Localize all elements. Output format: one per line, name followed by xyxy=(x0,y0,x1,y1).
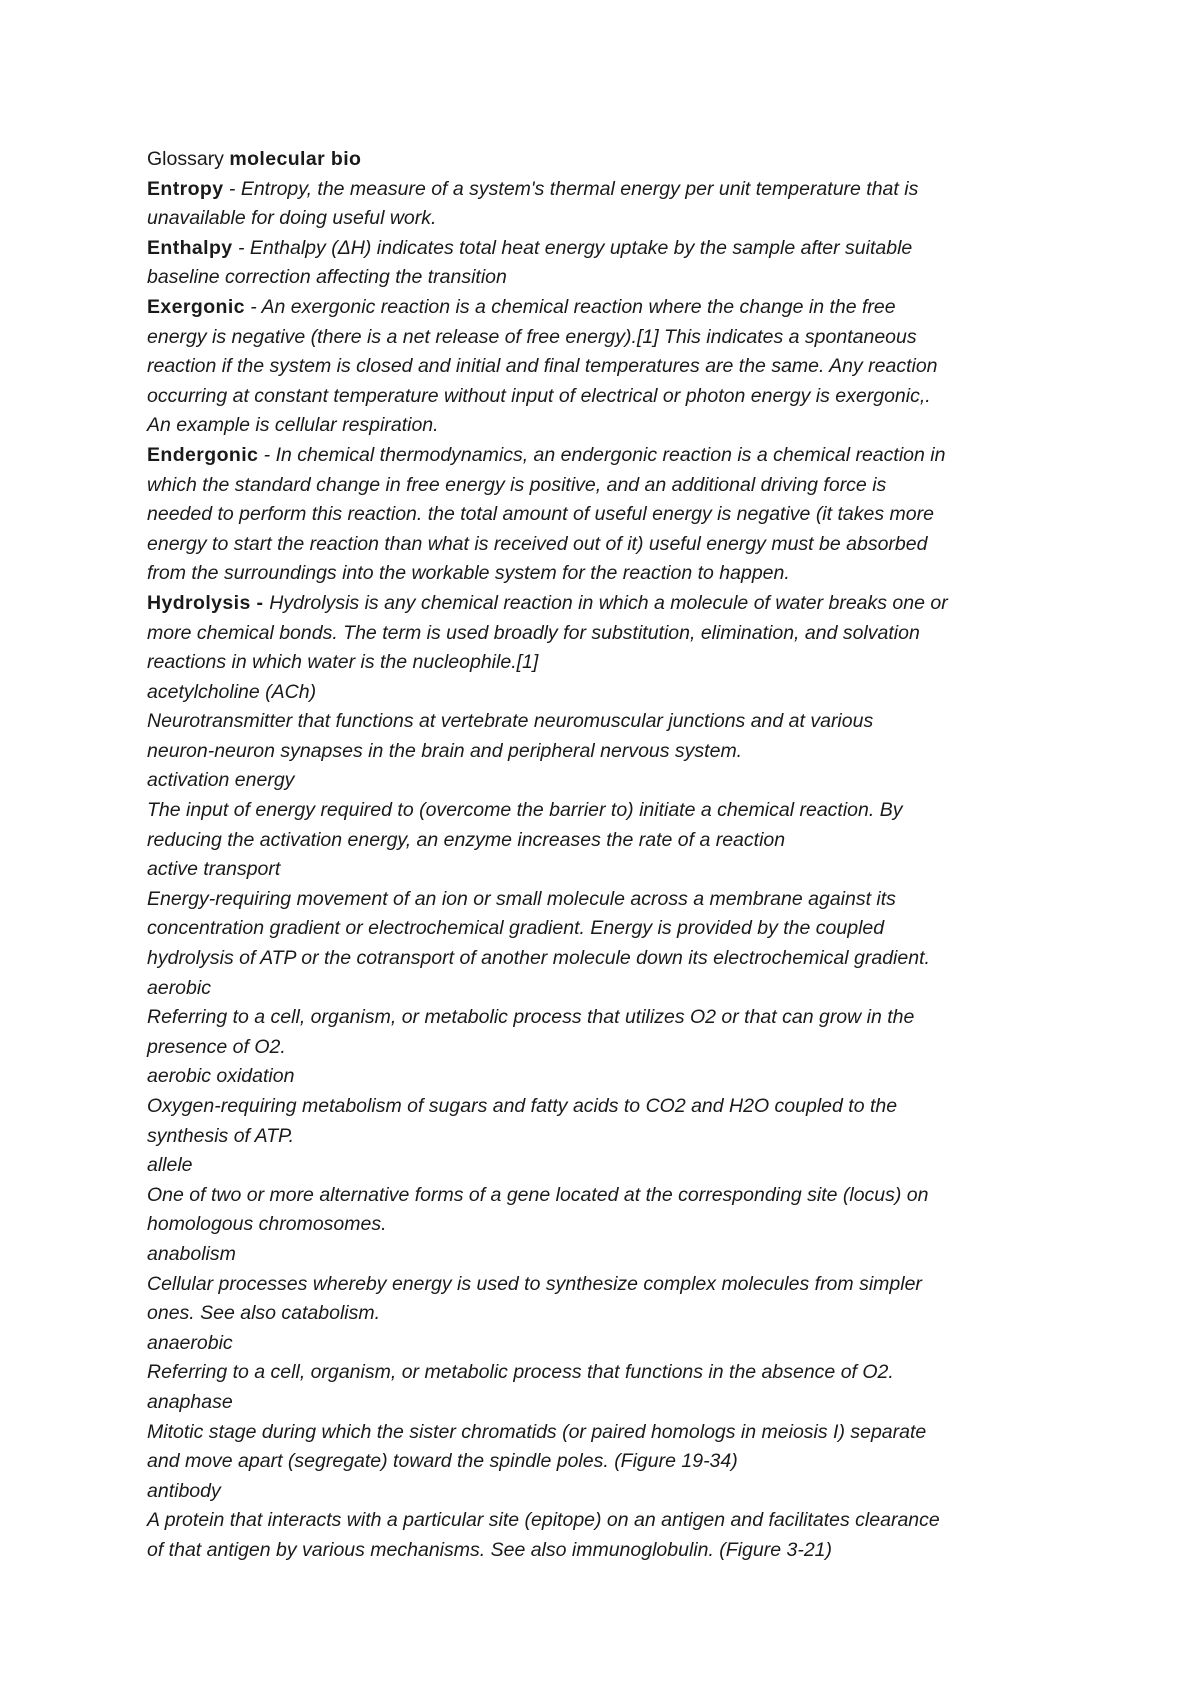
glossary-definition: reducing the activation energy, an enzyme increases the rate of a reaction xyxy=(147,828,786,851)
entry-text: An exergonic reaction is a chemical reaction where the change in the free xyxy=(261,295,896,318)
page-title xyxy=(147,145,1077,175)
glossary-definition: Oxygen-requiring metabolism of sugars and fatty acids to CO2 and H2O coupled to the xyxy=(147,1095,898,1117)
entry-text: reactions in which water is the nucleophile.[1] xyxy=(147,651,539,674)
entry-separator: - xyxy=(223,177,241,200)
glossary-item-allele xyxy=(147,1151,1077,1240)
glossary-term: anaphase xyxy=(147,1390,233,1413)
glossary-definition: hydrolysis of ATP or the cotransport of another molecule down its electrochemical gradient. xyxy=(147,947,930,970)
entry-term: Hydrolysis xyxy=(147,591,251,614)
glossary-term: anaerobic xyxy=(147,1331,233,1354)
entry-term: Entropy xyxy=(147,177,224,200)
glossary-definition: Referring to a cell, organism, or metabolic process that functions in the absence of O2. xyxy=(147,1361,894,1384)
entry-separator: - xyxy=(250,591,270,614)
entry-text: which the standard change in free energy is positive, and an additional driving force is xyxy=(147,473,887,496)
glossary-definition: homologous chromosomes. xyxy=(147,1213,387,1236)
glossary-item-anaphase xyxy=(147,1388,1077,1477)
entry-text: more chemical bonds. The term is used broadly for substitution, elimination, and solvation xyxy=(147,621,920,644)
glossary-term: active transport xyxy=(147,858,281,881)
entry-text: Entropy, the measure of a system's thermal energy per unit temperature that is xyxy=(240,177,919,200)
glossary-definition: Referring to a cell, organism, or metabolic process that utilizes O2 or that can grow in the xyxy=(147,1006,915,1029)
entry-text: occurring at constant temperature without input of electrical or photon energy is exergonic,. xyxy=(147,384,931,407)
entry-text: Hydrolysis is any chemical reaction in which a molecule of water breaks one or xyxy=(269,591,948,614)
glossary-definition: One of two or more alternative forms of a gene located at the corresponding site (locus) on xyxy=(147,1183,929,1206)
glossary-term: acetylcholine (ACh) xyxy=(147,680,317,703)
entry-exergonic xyxy=(147,293,1077,441)
entry-term: Enthalpy xyxy=(147,236,233,259)
glossary-term: aerobic xyxy=(147,976,211,999)
glossary-definition: Mitotic stage during which the sister chromatids (or paired homologs in meiosis I) separate xyxy=(147,1420,927,1443)
glossary-definition: Cellular processes whereby energy is used to synthesize complex molecules from simpler xyxy=(147,1272,922,1295)
entry-text: reaction if the system is closed and initial and final temperatures are the same. Any reaction xyxy=(147,355,938,378)
entry-term: Exergonic xyxy=(147,295,245,318)
entry-text: In chemical thermodynamics, an endergonic reaction is a chemical reaction in xyxy=(275,443,946,466)
entry-text: unavailable for doing useful work. xyxy=(147,207,437,230)
title-bold: molecular bio xyxy=(229,148,362,170)
glossary-definition: ones. See also catabolism. xyxy=(147,1302,381,1325)
glossary-term: antibody xyxy=(147,1479,221,1502)
glossary-definition: and move apart (segregate) toward the spindle poles. (Figure 19-34) xyxy=(147,1450,738,1473)
glossary-term: allele xyxy=(147,1154,193,1177)
title-prefix: Glossary xyxy=(147,148,230,170)
entry-text: energy to start the reaction than what is received out of it) useful energy must be absorbed xyxy=(147,532,928,555)
entry-separator: - xyxy=(244,295,262,318)
glossary-content xyxy=(147,145,1077,1566)
glossary-definition: Energy-requiring movement of an ion or small molecule across a membrane against its xyxy=(147,887,896,910)
glossary-item-active-transport xyxy=(147,855,1077,973)
glossary-definition: synthesis of ATP. xyxy=(147,1124,295,1147)
entry-hydrolysis xyxy=(147,589,1077,678)
entry-separator: - xyxy=(258,443,276,466)
glossary-term: activation energy xyxy=(147,769,295,792)
entry-separator: - xyxy=(232,236,250,259)
glossary-definition: presence of O2. xyxy=(147,1035,286,1058)
glossary-item-anabolism xyxy=(147,1240,1077,1329)
glossary-term: aerobic oxidation xyxy=(147,1065,295,1088)
glossary-item-antibody xyxy=(147,1477,1077,1566)
glossary-definition: A protein that interacts with a particular site (epitope) on an antigen and facilitates clearance xyxy=(147,1509,940,1532)
glossary-definition: The input of energy required to (overcome the barrier to) initiate a chemical reaction. By xyxy=(147,799,903,822)
glossary-item-aerobic-oxidation xyxy=(147,1062,1077,1151)
entry-text: An example is cellular respiration. xyxy=(147,414,439,437)
glossary-item-aerobic xyxy=(147,974,1077,1063)
glossary-item-activation-energy xyxy=(147,766,1077,855)
glossary-definition: concentration gradient or electrochemical gradient. Energy is provided by the coupled xyxy=(147,917,885,940)
entry-text: baseline correction affecting the transition xyxy=(147,266,507,289)
glossary-definition: neuron-neuron synapses in the brain and peripheral nervous system. xyxy=(147,739,743,762)
entry-text: Enthalpy (ΔH) indicates total heat energy uptake by the sample after suitable xyxy=(249,236,913,259)
entry-text: energy is negative (there is a net release of free energy).[1] This indicates a spontaneous xyxy=(147,325,917,348)
entry-entropy xyxy=(147,175,1077,234)
entry-term: Endergonic xyxy=(147,443,259,466)
entry-endergonic xyxy=(147,441,1077,589)
entry-text: from the surroundings into the workable system for the reaction to happen. xyxy=(147,562,790,585)
glossary-item-acetylcholine xyxy=(147,678,1077,767)
entry-text: needed to perform this reaction. the total amount of useful energy is negative (it takes more xyxy=(147,503,934,526)
entry-enthalpy xyxy=(147,234,1077,293)
glossary-item-anaerobic xyxy=(147,1329,1077,1388)
glossary-definition: of that antigen by various mechanisms. See also immunoglobulin. (Figure 3-21) xyxy=(147,1538,833,1561)
glossary-term: anabolism xyxy=(147,1242,236,1265)
glossary-definition: Neurotransmitter that functions at vertebrate neuromuscular junctions and at various xyxy=(147,710,874,733)
